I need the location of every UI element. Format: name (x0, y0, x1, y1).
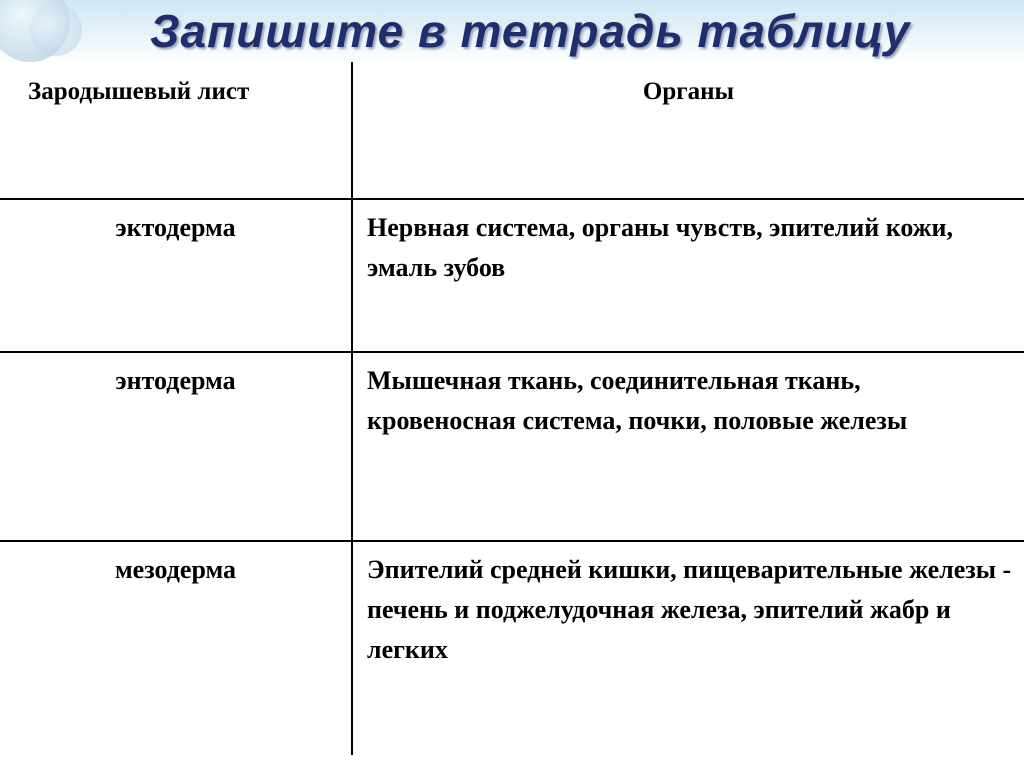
slide-title: Запишите в тетрадь таблицу (150, 5, 911, 57)
organs-cell: Эпителий средней кишки, пищеварительные железы - печень и поджелудочная железа, эпителий жабр и легких (352, 541, 1024, 755)
organs-cell: Мышечная ткань, соединительная ткань, кровеносная система, почки, половые железы (352, 352, 1024, 541)
table-row (0, 199, 1024, 352)
organs-cell: Нервная система, органы чувств, эпителий кожи, эмаль зубов (352, 199, 1024, 352)
column-header-organs: Органы (352, 62, 1024, 199)
germ-layer-cell: мезодерма (0, 541, 352, 755)
table-header-row (0, 62, 1024, 199)
germ-layer-cell: эктодерма (0, 199, 352, 352)
germ-layer-cell: энтодерма (0, 352, 352, 541)
table-row (0, 352, 1024, 541)
decorative-orb-image (30, 4, 82, 56)
germ-layer-table (0, 62, 1024, 755)
germ-layer-table-container (0, 62, 1024, 767)
column-header-germ-layer: Зародышевый лист (0, 62, 352, 199)
header-band (0, 0, 1024, 62)
table-row (0, 541, 1024, 755)
